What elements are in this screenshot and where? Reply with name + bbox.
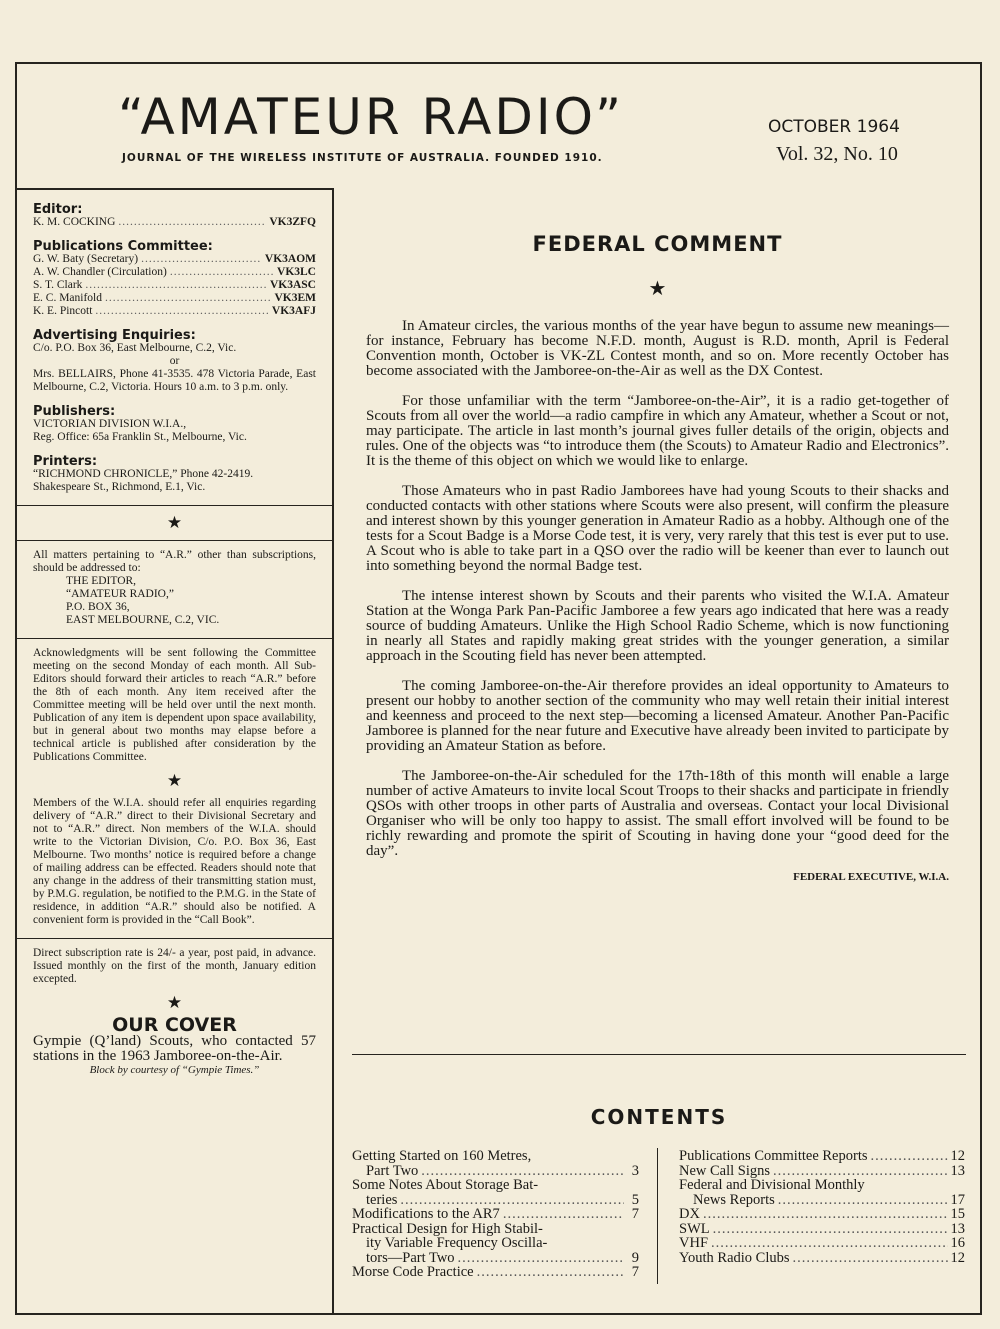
item-title: Some Notes About Storage Bat-	[352, 1177, 539, 1193]
item-row	[679, 1222, 965, 1237]
item-page: 7	[631, 1264, 639, 1280]
contents-item[interactable]	[352, 1207, 639, 1222]
address-line: P.O. BOX 36,	[66, 601, 130, 613]
item-title: Practical Design for High Stabil-	[352, 1220, 543, 1237]
committee-block	[33, 240, 316, 318]
item-page: 15	[950, 1206, 965, 1222]
item-title: DX	[679, 1206, 700, 1222]
item-row	[352, 1164, 639, 1179]
item-row	[679, 1236, 965, 1251]
contents-item[interactable]	[679, 1178, 965, 1207]
advertising-text-2: Mrs. BELLAIRS, Phone 41-3535. 478 Victoria Parade, East Melbourne, C.2, Victoria. Hours 10 a.m. to 3 p.m. only.	[33, 368, 316, 393]
contents-item[interactable]	[352, 1178, 639, 1207]
item-title: Getting Started on 160 Metres,	[352, 1148, 532, 1164]
member-call: VK3ASC	[269, 279, 316, 291]
editor-heading: Editor:	[33, 202, 83, 217]
subscription-text: Direct subscription rate is 24/- a year, post paid, in advance. Issued monthly on the first of the month, January edition excepted.	[33, 947, 316, 985]
sidebar-rule	[15, 540, 334, 541]
printers-text-2: Shakespeare St., Richmond, E.1, Vic.	[33, 481, 206, 493]
star-icon: ★	[648, 278, 667, 300]
cover-heading: OUR COVER	[112, 1014, 237, 1036]
member-call: VK3AOM	[264, 253, 316, 265]
printers-heading: Printers:	[33, 454, 98, 469]
cover-credit: Block by courtesy of “Gympie Times.”	[89, 1064, 260, 1076]
sidebar-rule	[15, 505, 334, 506]
advertising-block	[33, 329, 316, 394]
item-cont: teries	[366, 1191, 398, 1208]
sidebar-rule	[15, 938, 334, 939]
issue-date: OCTOBER 1964	[768, 117, 900, 137]
editor-name: K. M. COCKING	[33, 216, 116, 228]
matters-text: All matters pertaining to “A.R.” other than subscriptions, should be addressed to:	[33, 549, 316, 574]
advertising-heading: Advertising Enquiries:	[33, 328, 196, 343]
contents-item[interactable]	[352, 1265, 639, 1280]
contents-item[interactable]	[679, 1236, 965, 1251]
editor-call: VK3ZFQ	[269, 216, 316, 228]
star-icon: ★	[166, 993, 183, 1012]
column-divider	[332, 188, 334, 1315]
comment-paragraph: The intense interest shown by Scouts and their parents who visited the W.I.A. Amateur Station at the Wonga Park Pan-Pacific Jamboree a few years ago indicated that here was a ready source of budding Amateurs. Unlike the High School Radio Scheme, which is now functioning in nearly all States and rapidly making great strides with the younger generation, a similar approach in the Scouting field has never been attempted.	[366, 588, 949, 664]
masthead-divider	[15, 188, 333, 190]
item-page: 12	[950, 1249, 965, 1266]
committee-member	[33, 292, 316, 305]
contents-left	[352, 1149, 639, 1280]
item-page: 9	[631, 1249, 639, 1266]
item-page: 13	[950, 1220, 965, 1237]
item-title: SWL	[679, 1220, 710, 1237]
publishers-block	[33, 405, 316, 444]
comment-paragraph: The coming Jamboree-on-the-Air therefore provides an ideal opportunity to Amateurs to present our hobby to another section of the community who may well retain their initial interest and keenness and proceed to the next step—becoming a licensed Amateur. Another Pan-Pacific Jamboree is planned for the near future and Executive have already been invited to participate by providing an Amateur Station as before.	[366, 678, 949, 754]
member-name: E. C. Manifold	[33, 292, 102, 304]
item-page: 3	[631, 1162, 639, 1179]
comment-paragraph: Those Amateurs who in past Radio Jamborees have had young Scouts to their shacks and conducted contacts with other stations where Scouts were also present, will confirm the pleasure and interest shown by this younger generation in Amateur Radio as a hobby. Although one of the tests for a Scout Badge is a Morse Code test, it is very, very rarely that this test is ever put to use. A Scout who is able to take part in a QSO over the radio will be keener than ever to launch out into something beyond the normal Badge test.	[366, 483, 949, 574]
item-row	[352, 1251, 639, 1266]
item-row	[679, 1193, 965, 1208]
editor-row	[33, 216, 316, 229]
advertising-or: or	[169, 355, 180, 367]
item-title: Morse Code Practice	[352, 1264, 474, 1280]
star-icon: ★	[166, 513, 183, 532]
item-row	[679, 1149, 965, 1164]
contents-divider	[657, 1148, 658, 1284]
item-title: Federal and Divisional Monthly	[679, 1177, 865, 1193]
publishers-text-2: Reg. Office: 65a Franklin St., Melbourne, Vic.	[33, 431, 247, 443]
committee-heading: Publications Committee:	[33, 239, 213, 254]
item-row	[352, 1207, 639, 1222]
contents-item[interactable]	[352, 1222, 639, 1266]
item-cont: Part Two	[366, 1162, 419, 1179]
member-name: G. W. Baty (Secretary)	[33, 253, 139, 265]
item-page: 17	[950, 1191, 965, 1208]
member-call: VK3AFJ	[271, 305, 316, 317]
advertising-text: C/o. P.O. Box 36, East Melbourne, C.2, Vic.	[33, 342, 237, 354]
issue-volume: Vol. 32, No. 10	[776, 143, 898, 165]
members-text: Members of the W.I.A. should refer all enquiries regarding delivery of “A.R.” direct to their Divisional Secretary and not to “A.R.” direct. Non members of the W.I.A. should write to the Victorian Division, C/o. P.O. Box 36, East Melbourne. Two months’ notice is required before a change of mailing address can be effected. Readers should note that any change in the address of their transmitting station must, by P.M.G. regulation, be notified to the P.M.G. in the State of residence, in addition “A.R.” should also be notified. A convenient form is provided in the “Call Book”.	[33, 797, 316, 926]
contents-item[interactable]	[679, 1164, 965, 1179]
item-cont: News Reports	[693, 1191, 775, 1208]
sidebar	[33, 203, 316, 1077]
item-page: 7	[631, 1206, 639, 1222]
member-call: VK3EM	[274, 292, 316, 304]
item-title: VHF	[679, 1235, 709, 1251]
member-name: S. T. Clark	[33, 279, 83, 291]
item-row	[679, 1251, 965, 1266]
committee-member	[33, 253, 316, 266]
star-icon: ★	[166, 771, 183, 790]
item-page: 12	[950, 1148, 965, 1164]
contents-item[interactable]	[352, 1149, 639, 1178]
contents-item[interactable]	[679, 1207, 965, 1222]
sidebar-rule	[15, 638, 334, 639]
address-line: THE EDITOR,	[66, 575, 137, 587]
magazine-title: “AMATEUR RADIO”	[118, 88, 625, 146]
committee-member	[33, 266, 316, 279]
contents-item[interactable]	[679, 1251, 965, 1266]
item-row	[679, 1164, 965, 1179]
member-call: VK3LC	[277, 266, 316, 278]
item-title: Modifications to the AR7	[352, 1206, 500, 1222]
member-name: A. W. Chandler (Circulation)	[33, 266, 167, 278]
item-title: New Call Signs	[679, 1162, 771, 1179]
contents-item[interactable]	[679, 1149, 965, 1164]
editor-address	[33, 575, 316, 627]
item-row	[352, 1265, 639, 1280]
item-title: Publications Committee Reports	[679, 1148, 868, 1164]
federal-comment	[366, 232, 949, 883]
committee-member	[33, 305, 316, 318]
item-page: 16	[950, 1235, 965, 1251]
member-name: K. E. Pincott	[33, 305, 93, 317]
cover-text: Gympie (Q’land) Scouts, who contacted 57 stations in the 1963 Jamboree-on-the-Air.	[33, 1033, 316, 1064]
item-page: 13	[950, 1162, 965, 1179]
contents-rule	[352, 1054, 966, 1055]
printers-block	[33, 455, 316, 494]
contents-item[interactable]	[679, 1222, 965, 1237]
publishers-heading: Publishers:	[33, 404, 116, 419]
printers-text: “RICHMOND CHRONICLE,” Phone 42-2419.	[33, 468, 254, 480]
editor-block	[33, 203, 316, 229]
comment-paragraph: For those unfamiliar with the term “Jamboree-on-the-Air”, it is a radio get-together of Scouts from all over the world—a radio campfire in which any Amateur, whether a Scout or not, may participate. The article in last month’s journal gives fuller details of the origin, objects and rules. One of the objects was “to introduce them (the Scouts) to Amateur Radio and Electronics”. It is the theme of this object on which we would like to enlarge.	[366, 393, 949, 469]
address-line: “AMATEUR RADIO,”	[66, 588, 174, 600]
signature: FEDERAL EXECUTIVE, W.I.A.	[793, 871, 949, 883]
contents-heading: CONTENTS	[590, 1105, 728, 1129]
magazine-subtitle: JOURNAL OF THE WIRELESS INSTITUTE OF AUSTRALIA. FOUNDED 1910.	[122, 152, 603, 164]
comment-paragraph: The Jamboree-on-the-Air scheduled for the 17th-18th of this month will enable a large number of active Amateurs to invite local Scout Troops to their shacks and participate in friendly QSOs with other troops in other parts of Australia and overseas. Contact your local Divisional Organiser who will be only too happy to assist. The small effort involved will be found to be richly rewarding and promote the spirit of Scouting in having done your “good deed for the day”.	[366, 768, 949, 859]
item-row	[679, 1207, 965, 1222]
item-cont: ity Variable Frequency Oscilla-	[366, 1235, 548, 1251]
acknowledgments-text: Acknowledgments will be sent following the Committee meeting on the second Monday of each month. All Sub-Editors should forward their articles to reach “A.R.” before the 8th of each month. Any item received after the Committee meeting will be held over until the next month. Publication of any item is dependent upon space availability, but in general about two months may elapse before a technical article is published after consideration by the Publications Committee.	[33, 647, 316, 763]
item-cont: tors—Part Two	[366, 1249, 455, 1266]
publishers-text: VICTORIAN DIVISION W.I.A.,	[33, 418, 187, 430]
contents-right	[679, 1149, 965, 1265]
item-title: Youth Radio Clubs	[679, 1249, 790, 1266]
committee-member	[33, 279, 316, 292]
comment-paragraph: In Amateur circles, the various months of the year have begun to assume new meanings—for instance, February has become N.F.D. month, August is R.D. month, April is Federal Convention month, October is VK-ZL Contest month, and so on. More recently October has become associated with the Jamboree-on-the-Air as well as the DX Contest.	[366, 318, 949, 379]
item-row	[352, 1193, 639, 1208]
item-page: 5	[631, 1191, 639, 1208]
address-line: EAST MELBOURNE, C.2, VIC.	[66, 614, 220, 626]
federal-comment-heading: FEDERAL COMMENT	[532, 232, 783, 256]
